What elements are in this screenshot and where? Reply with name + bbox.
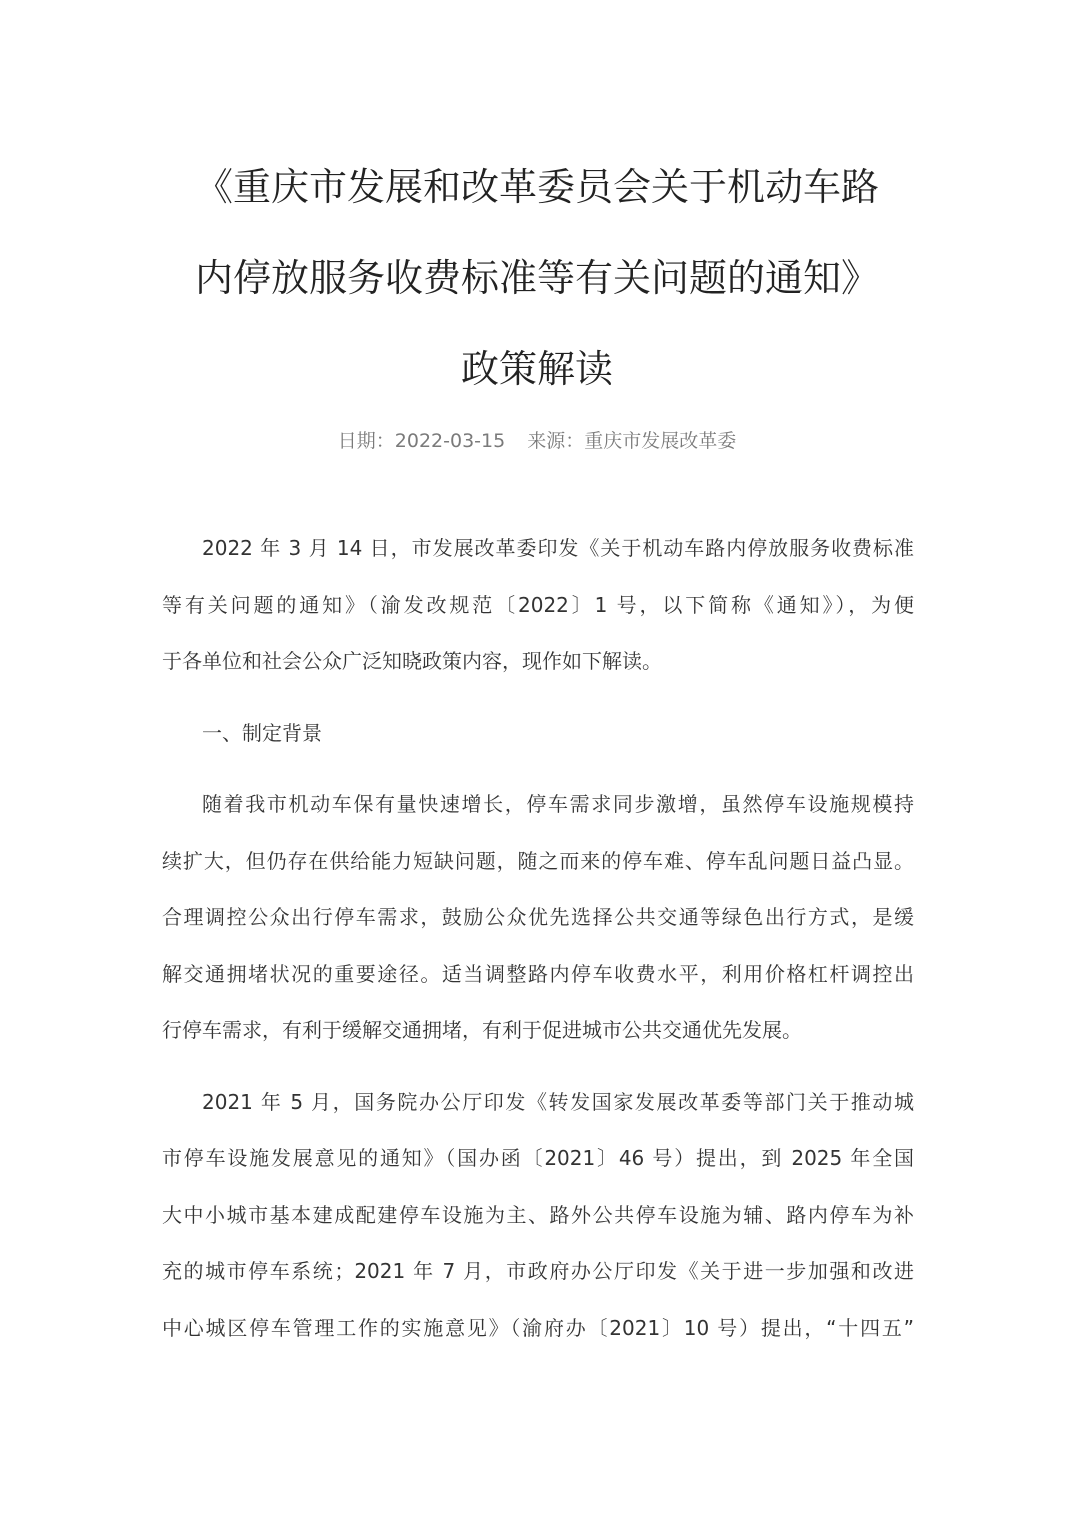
title-line-1: 《重庆市发展和改革委员会关于机动车路 [194, 165, 879, 209]
paragraph-line: 充的城市停车系统；2021 年 7 月，市政府办公厅印发《关于进一步加强和改进 [162, 1259, 914, 1283]
document-title [150, 142, 924, 415]
paragraph-line: 于各单位和社会公众广泛知晓政策内容，现作如下解读。 [162, 649, 662, 673]
paragraph-intro [162, 520, 914, 690]
paragraph-line: 2021 年 5 月，国务院办公厅印发《转发国家发展改革委等部门关于推动城 [202, 1089, 914, 1114]
paragraph-line: 合理调控公众出行停车需求，鼓励公众优先选择公共交通等绿色出行方式，是缓 [162, 905, 914, 929]
document-meta [0, 426, 1074, 453]
paragraph-policy-context [162, 1074, 914, 1357]
paragraph-background [162, 776, 914, 1059]
paragraph-line: 2022 年 3 月 14 日，市发展改革委印发《关于机动车路内停放服务收费标准 [202, 536, 914, 560]
paragraph-line: 随着我市机动车保有量快速增长，停车需求同步激增，虽然停车设施规模持 [202, 792, 914, 816]
section-heading: 一、制定背景 [202, 720, 322, 745]
paragraph-line: 行停车需求，有利于缓解交通拥堵，有利于促进城市公共交通优先发展。 [162, 1018, 802, 1042]
paragraph-line: 续扩大，但仍存在供给能力短缺问题，随之而来的停车难、停车乱问题日益凸显。 [162, 848, 914, 873]
section-heading-background [162, 705, 914, 762]
title-line-3: 政策解读 [460, 347, 613, 391]
paragraph-line: 等有关问题的通知》（渝发改规范〔2022〕1 号，以下简称《通知》），为便 [162, 592, 914, 617]
paragraph-line: 中心城区停车管理工作的实施意见》（渝府办〔2021〕10 号）提出，“十四五” [162, 1315, 914, 1340]
paragraph-line: 解交通拥堵状况的重要途径。适当调整路内停车收费水平，利用价格杠杆调控出 [162, 961, 914, 986]
publish-date: 日期：2022-03-15 [337, 430, 506, 452]
publish-source: 来源：重庆市发展改革委 [527, 430, 737, 452]
paragraph-line: 大中小城市基本建成配建停车设施为主、路外公共停车设施为辅、路内停车为补 [162, 1202, 914, 1227]
paragraph-line: 市停车设施发展意见的通知》（国办函〔2021〕46 号）提出，到 2025 年全国 [162, 1146, 914, 1170]
document-body [162, 520, 914, 1371]
title-line-2: 内停放服务收费标准等有关问题的通知》 [194, 256, 879, 300]
